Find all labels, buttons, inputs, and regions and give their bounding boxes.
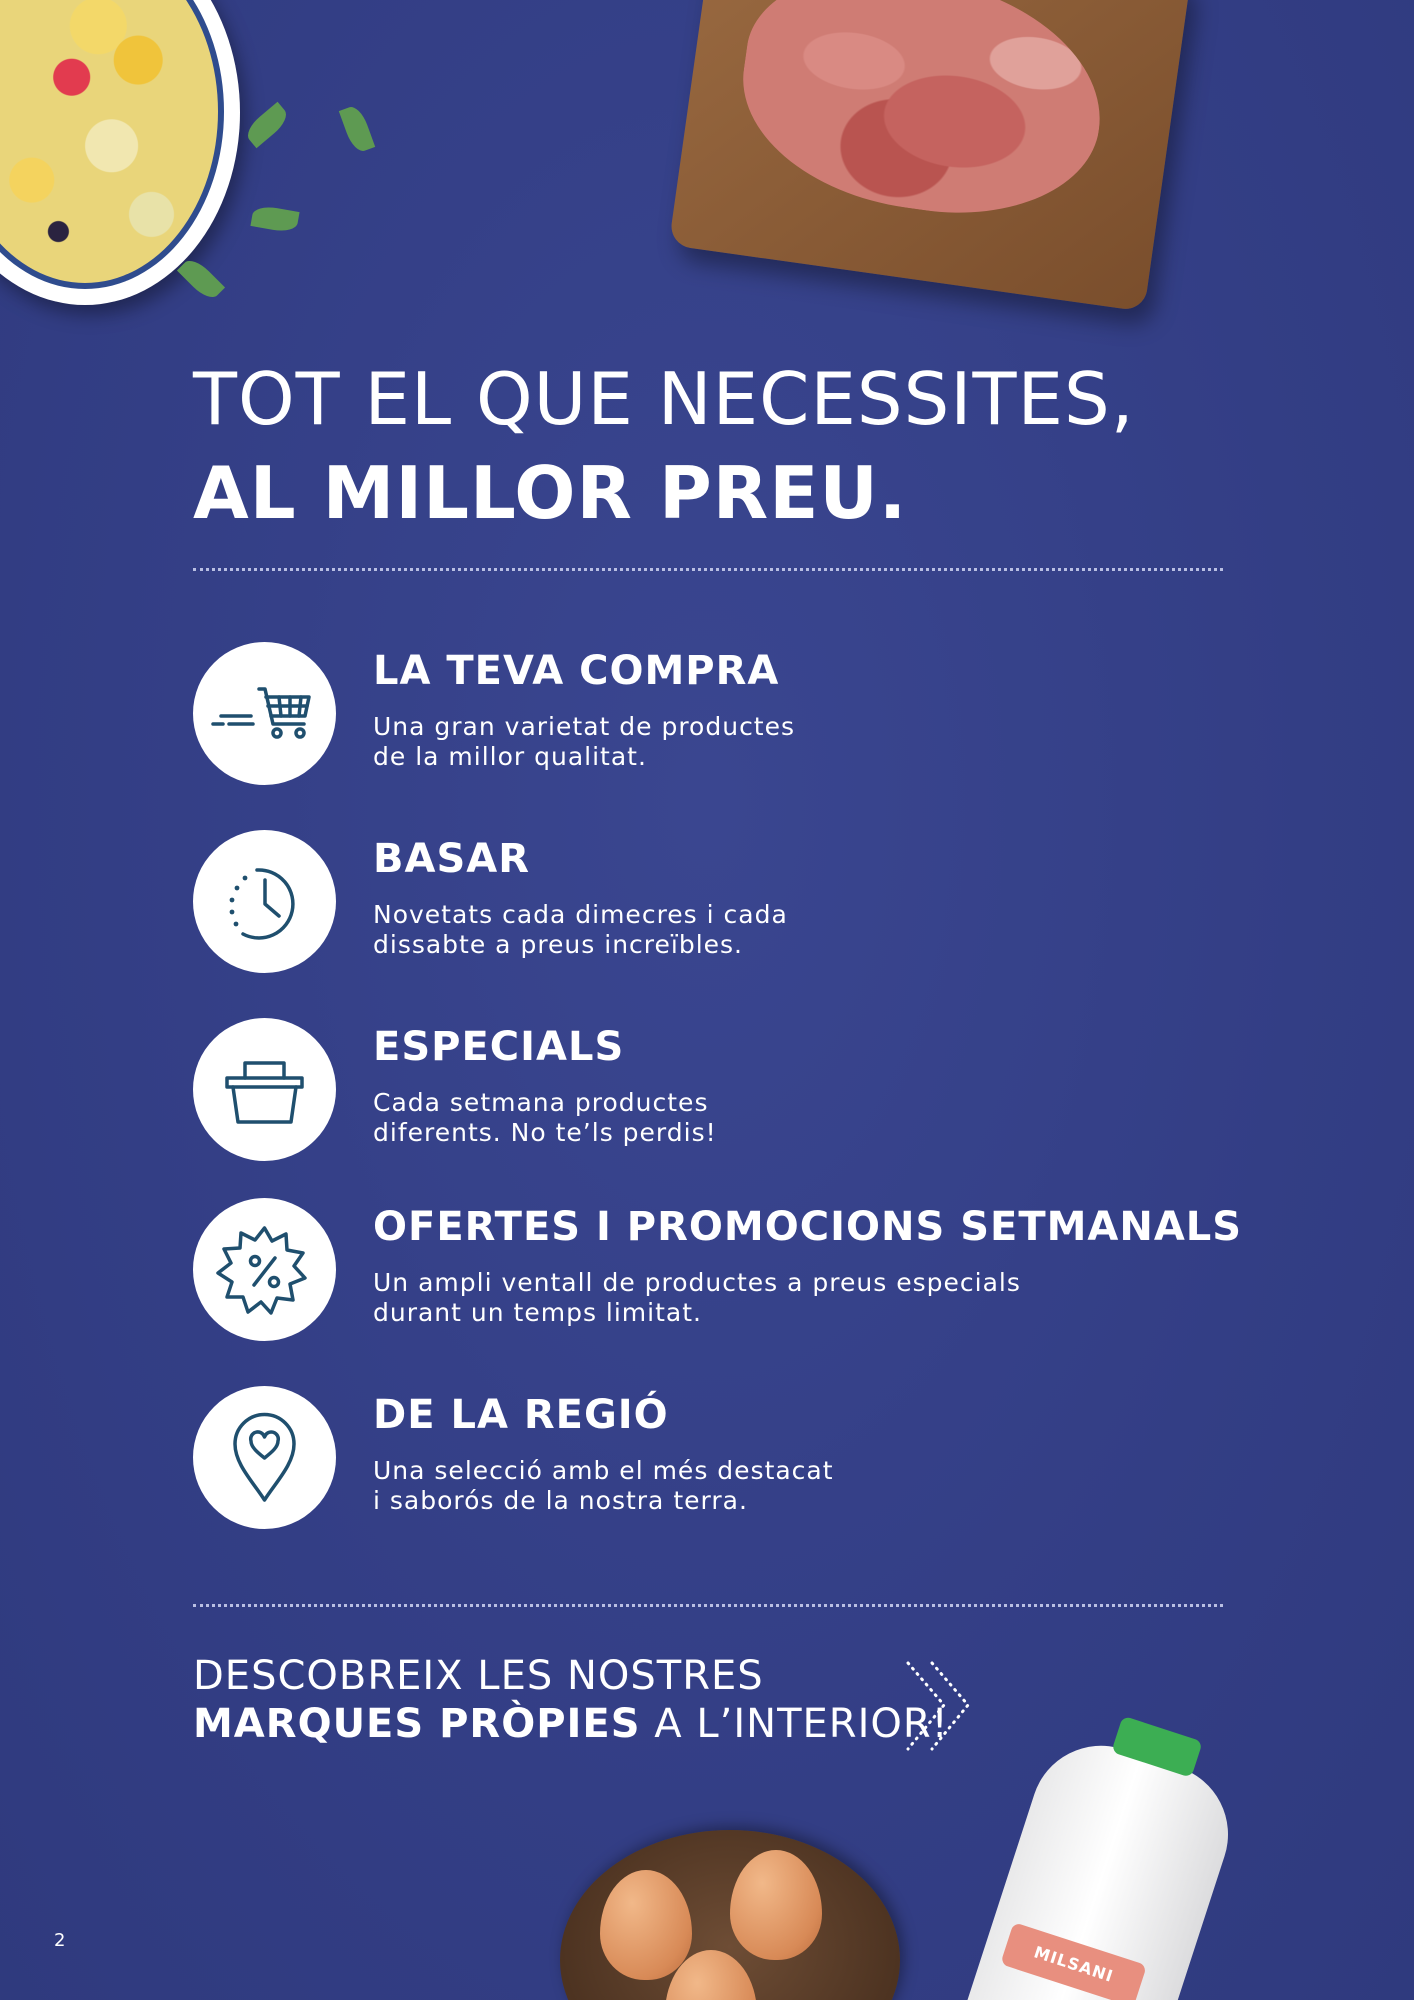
feature-icon-circle [193, 1386, 336, 1529]
feature-basar [193, 830, 1193, 980]
egg-image [600, 1870, 692, 1980]
divider-top [193, 568, 1223, 571]
feature-icon-circle [193, 642, 336, 785]
feature-icon-circle [193, 1198, 336, 1341]
feature-description-line: dissabte a preus increïbles. [373, 930, 744, 959]
feature-description [373, 1456, 1193, 1516]
feature-description-line: de la millor qualitat. [373, 742, 647, 771]
own-brands-callout [193, 1652, 949, 1748]
heart-location-pin-icon [193, 1386, 336, 1529]
headline-line-2: AL MILLOR PREU. [193, 451, 908, 535]
feature-title: OFERTES I PROMOCIONS SETMANALS [373, 1204, 1243, 1250]
feature-title: ESPECIALS [373, 1024, 625, 1070]
feature-description [373, 1268, 1193, 1328]
milk-bottle-image [964, 1697, 1256, 2000]
double-chevron-right-icon [904, 1657, 984, 1757]
feature-icon-circle [193, 1018, 336, 1161]
shopping-cart-icon [193, 642, 336, 785]
percent-badge-icon [193, 1198, 336, 1341]
page-number: 2 [54, 1930, 66, 1951]
feature-description-line: Un ampli ventall de productes a preus especials [373, 1268, 1021, 1297]
feature-description-line: diferents. No te’ls perdis! [373, 1118, 717, 1147]
cured-ham-board-image [669, 0, 1192, 312]
feature-description-line: i saborós de la nostra terra. [373, 1486, 748, 1515]
feature-title: LA TEVA COMPRA [373, 648, 780, 694]
callout-bold-text: MARQUES PRÒPIES [193, 1701, 641, 1747]
feature-la-teva-compra [193, 642, 1193, 792]
mint-leaf-image [250, 204, 299, 234]
basket-icon [193, 1018, 336, 1161]
egg-bowl-image [560, 1830, 900, 2000]
feature-especials [193, 1018, 1193, 1168]
callout-line-2 [193, 1700, 949, 1748]
egg-image [730, 1850, 822, 1960]
feature-description-line: Cada setmana productes [373, 1088, 709, 1117]
callout-rest-text: A L’INTERIOR! [640, 1701, 949, 1747]
divider-bottom [193, 1604, 1223, 1607]
headline-line-1: TOT EL QUE NECESSITES, [193, 357, 1135, 441]
milk-brand-label: MILSANI [1000, 1922, 1147, 2000]
page-headline [193, 352, 1135, 540]
feature-de-la-regio [193, 1386, 1193, 1536]
fruit-salad [0, 0, 224, 289]
mint-leaf-image [177, 255, 225, 303]
clock-icon [193, 830, 336, 973]
feature-ofertes-promocions [193, 1198, 1243, 1348]
fruit-bowl-image [0, 0, 240, 305]
feature-description-line: Novetats cada dimecres i cada [373, 900, 788, 929]
feature-description [373, 1088, 1193, 1148]
feature-description-line: Una gran varietat de productes [373, 712, 796, 741]
callout-line-1: DESCOBREIX LES NOSTRES [193, 1653, 764, 1699]
feature-icon-circle [193, 830, 336, 973]
feature-description [373, 900, 1193, 960]
feature-title: DE LA REGIÓ [373, 1392, 669, 1438]
feature-description [373, 712, 1193, 772]
feature-title: BASAR [373, 836, 531, 882]
mint-leaf-image [339, 104, 375, 155]
feature-description-line: durant un temps limitat. [373, 1298, 702, 1327]
feature-description-line: Una selecció amb el més destacat [373, 1456, 834, 1485]
mint-leaf-image [242, 102, 291, 148]
